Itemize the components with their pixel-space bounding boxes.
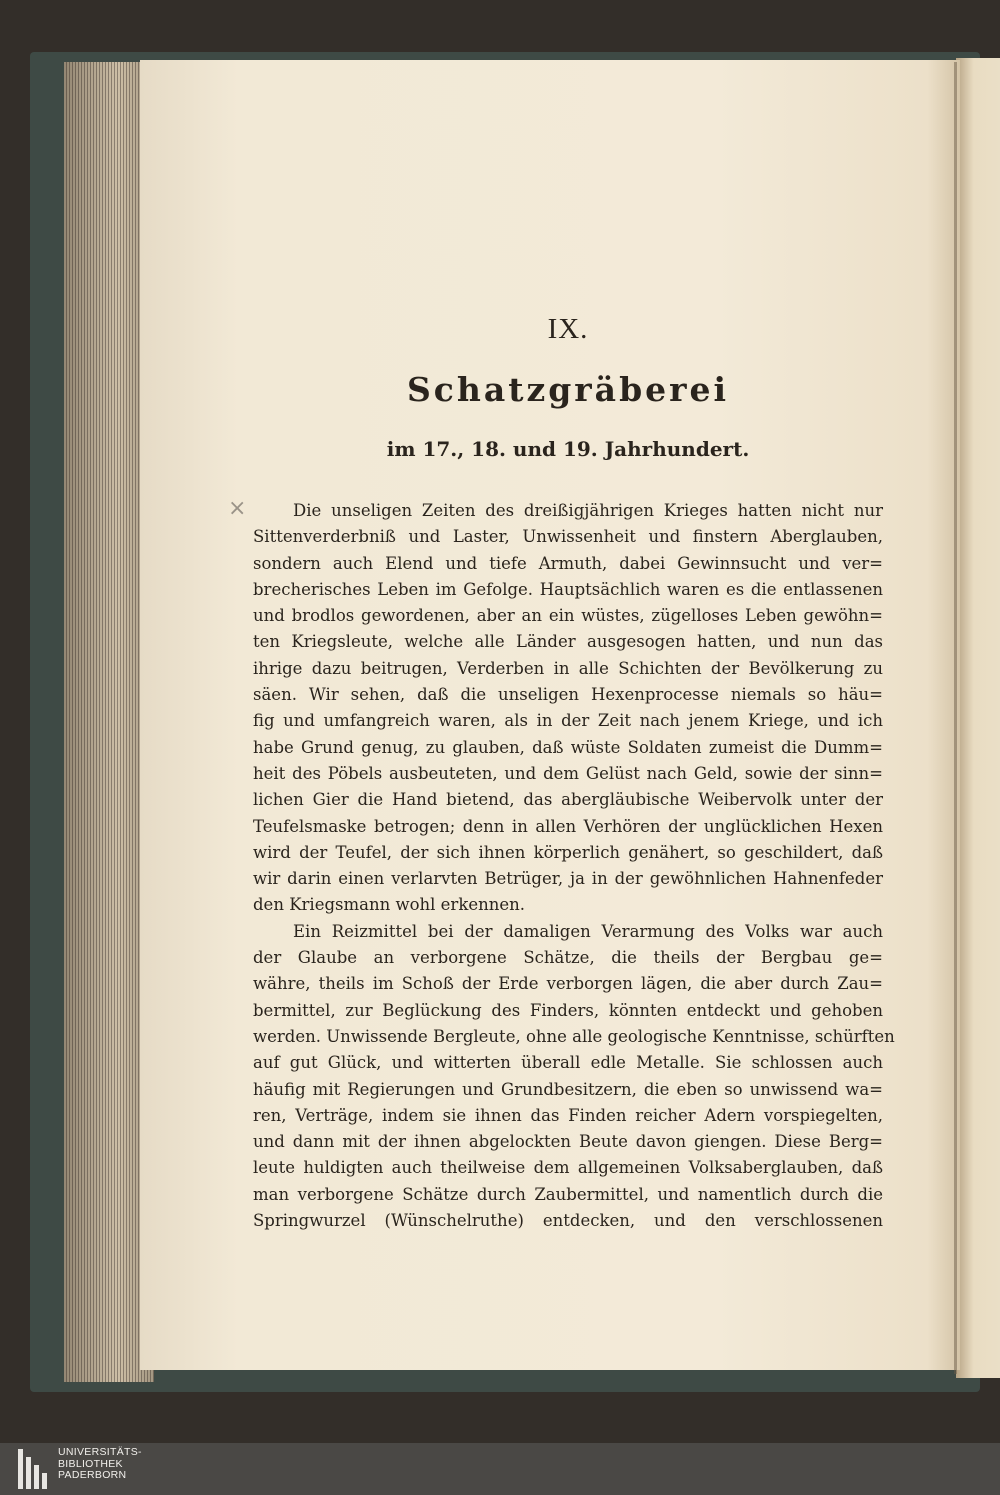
library-name-line-3: PADERBORN	[58, 1469, 127, 1481]
text-line: ten Kriegsleute, welche alle Länder ausgesogen hatten, und nun das	[253, 632, 883, 652]
text-line: Ein Reizmittel bei der damaligen Verarmung des Volks war auch	[293, 921, 883, 941]
text-line: Sittenverderbniß und Laster, Unwissenheit und finstern Aberglauben,	[253, 527, 883, 547]
text-line: währe, theils im Schoß der Erde verborgen lägen, die aber durch Zau=	[253, 974, 883, 994]
text-line: auf gut Glück, und witterten überall edle Metalle. Sie schlossen auch	[253, 1053, 883, 1073]
library-name-line-2: BIBLIOTHEK	[58, 1457, 123, 1470]
text-line: ren, Verträge, indem sie ihnen das Finden reicher Adern vorspiegelten,	[253, 1105, 883, 1125]
text-line: sondern auch Elend und tiefe Armuth, dabei Gewinnsucht und ver=	[253, 553, 883, 573]
text-line: ihrige dazu beitrugen, Verderben in alle Schichten der Bevölkerung zu	[253, 658, 883, 678]
facing-page-edge	[956, 58, 1000, 1378]
text-line: brecherisches Leben im Gefolge. Hauptsächlich waren es die entlassenen	[253, 579, 883, 599]
chapter-title: Schatzgräberei	[406, 370, 730, 409]
text-line: den Kriegsmann wohl erkennen.	[253, 895, 525, 915]
text-line: Springwurzel (Wünschelruthe) entdecken, und den verschlossenen	[253, 1211, 883, 1231]
text-line: habe Grund genug, zu glauben, daß wüste Soldaten zumeist die Dumm=	[253, 737, 883, 757]
text-line: säen. Wir sehen, daß die unseligen Hexenprocesse niemals so häu=	[253, 685, 883, 705]
library-name-line-1: UNIVERSITÄTS-	[58, 1446, 142, 1458]
text-line: man verborgene Schätze durch Zaubermittel, und namentlich durch die	[253, 1184, 883, 1204]
gutter	[954, 62, 957, 1374]
chapter-number: IX.	[547, 313, 589, 345]
text-line: und brodlos gewordenen, aber an ein wüstes, zügelloses Leben gewöhn=	[253, 606, 883, 626]
text-line: wir darin einen verlarvten Betrüger, ja in der gewöhnlichen Hahnenfeder	[253, 869, 883, 889]
text-line: häufig mit Regierungen und Grundbesitzern, die eben so unwissend wa=	[253, 1079, 883, 1099]
chapter-subtitle: im 17., 18. und 19. Jahrhundert.	[386, 437, 750, 461]
library-footer	[0, 1443, 1000, 1495]
text-line: Die unseligen Zeiten des dreißigjährigen Krieges hatten nicht nur	[293, 501, 883, 520]
text-line: bermittel, zur Beglückung des Finders, könnten entdeckt und gehoben	[253, 1000, 883, 1020]
library-logo-icon	[18, 1449, 54, 1489]
margin-pencil-mark: ×	[228, 496, 247, 521]
library-name	[58, 1447, 142, 1482]
text-line: leute huldigten auch theilweise dem allgemeinen Volksaberglauben, daß	[253, 1158, 883, 1178]
text-line: und dann mit der ihnen abgelockten Beute davon giengen. Diese Berg=	[253, 1132, 883, 1152]
text-line: lichen Gier die Hand bietend, das abergläubische Weibervolk unter der	[253, 790, 883, 810]
text-line: werden. Unwissende Bergleute, ohne alle geologische Kenntnisse, schürften	[253, 1026, 895, 1046]
text-line: der Glaube an verborgene Schätze, die theils der Bergbau ge=	[253, 948, 883, 968]
text-line: heit des Pöbels ausbeuteten, und dem Gelüst nach Geld, sowie der sinn=	[253, 763, 883, 783]
body-text	[253, 498, 895, 1234]
text-line: wird der Teufel, der sich ihnen körperlich genähert, so geschildert, daß	[253, 842, 883, 862]
text-line: Teufelsmaske betrogen; denn in allen Verhören der unglücklichen Hexen	[253, 816, 883, 836]
text-line: fig und umfangreich waren, als in der Zeit nach jenem Kriege, und ich	[253, 711, 883, 731]
